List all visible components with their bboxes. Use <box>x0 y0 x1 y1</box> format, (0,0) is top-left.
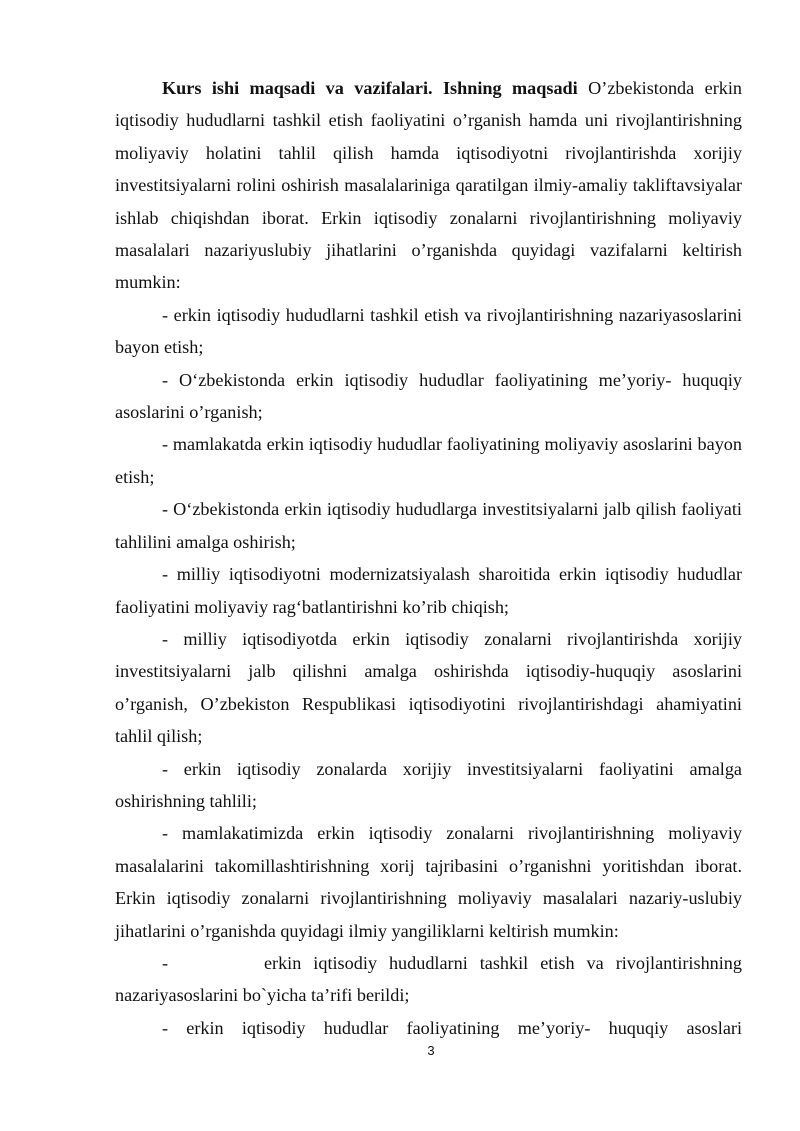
intro-text: O’zbekistonda erkin iqtisodiy hududlarni tashkil etish faoliyatini o’rganish hamda uni rivojlantirishning moliyaviy holatini tahlil qilish hamda iqtisodiyotni rivojlantirishda xorijiy investitsiyalarni rolini oshirish masalalariniga qaratilgan ilmiy-amaliy takliftavsiyalar ishlab chiqishdan iborat. Erkin iqtisodiy zonalarni rivojlantirishning moliyaviy masalalari nazariyuslubiy jihatlarini o’rganishda quyidagi vazifalarni keltirish mumkin: <box>115 78 742 293</box>
intro-paragraph <box>115 72 742 299</box>
document-page <box>115 72 747 1044</box>
task-item: - milliy iqtisodiyotni modernizatsiyalash sharoitida erkin iqtisodiy hududlar faoliyatini moliyaviy rag‘batlantirishni ko’rib chiqish; <box>115 564 742 617</box>
page-number: 3 <box>427 1043 435 1058</box>
task-item: - erkin iqtisodiy zonalarda xorijiy investitsiyalarni faoliyatini amalga oshirishning tahlili; <box>115 758 742 811</box>
task-item: - erkin iqtisodiy hududlarni tashkil etish va rivojlantirishning nazariyasoslarini bayon etish; <box>115 304 742 358</box>
task-item: - mamlakatimizda erkin iqtisodiy zonalarni rivojlantirishning moliyaviy masalalarini takomillashtirishning xorij tajribasini o’rganishni yoritishdan iborat. Erkin iqtisodiy zonalarni rivojlantirishning moliyaviy masalalari nazariy-uslubiy jihatlarini o’rganishda quyidagi ilmiy yangiliklarni keltirish mumkin: <box>115 823 742 941</box>
novelty-item: - erkin iqtisodiy hududlar faoliyatining me’yoriy- huquqiy asoslari <box>162 1017 742 1038</box>
task-item: - mamlakatda erkin iqtisodiy hududlar faoliyatining moliyaviy asoslarini bayon etish; <box>115 434 742 487</box>
task-item: - O‘zbekistonda erkin iqtisodiy hududlarga investitsiyalarni jalb qilish faoliyati tahlilini amalga oshirish; <box>115 499 742 552</box>
section-heading: Kurs ishi maqsadi va vazifalari. Ishning maqsadi <box>162 78 578 98</box>
novelty-item: - erkin iqtisodiy hududlarni tashkil etish va rivojlantirishning nazariyasoslarini bo`yicha ta’rifi berildi; <box>115 952 747 1006</box>
task-item: - milliy iqtisodiyotda erkin iqtisodiy zonalarni rivojlantirishda xorijiy investitsiyalarni jalb qilishni amalga oshirishda iqtisodiy-huquqiy asoslarini o’rganish, O’zbekiston Respublikasi iqtisodiyotini rivojlantirishdagi ahamiyatini tahlil qilish; <box>115 628 742 747</box>
task-item: - O‘zbekistonda erkin iqtisodiy hududlar faoliyatining me’yoriy- huquqiy asoslarini o’rganish; <box>115 369 742 423</box>
